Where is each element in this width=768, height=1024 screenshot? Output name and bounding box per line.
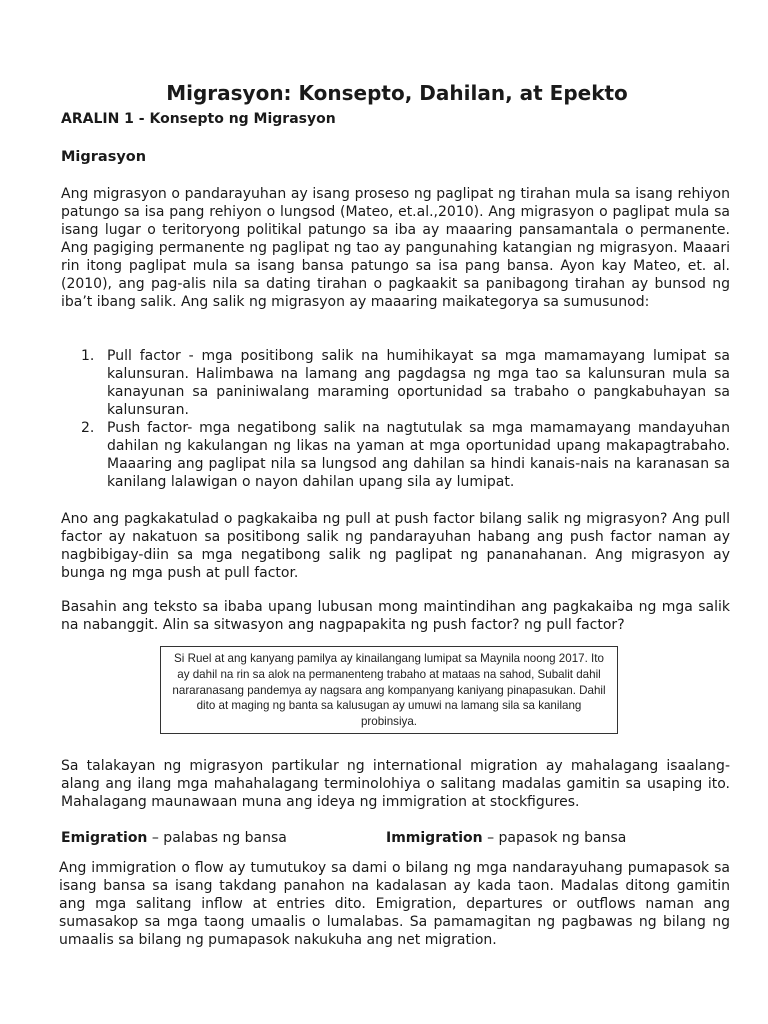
list-number: 2. xyxy=(81,420,95,436)
list-number: 1. xyxy=(81,348,95,364)
comparison-paragraph: Ano ang pagkakatulad o pagkakaiba ng pull at push factor bilang salik ng migrasyon? Ang pull factor ay nakatuon sa positibong salik ng pandarayuhan habang ang push factor naman ay nagbibigay-diin sa mga negatibong salik ng paglipat ng pananahanan. Ang migrasyon ay bunga ng mga push at pull factor. xyxy=(61,511,730,581)
factor-list xyxy=(61,347,730,491)
section-heading: Migrasyon xyxy=(61,149,147,165)
list-item-pull-factor xyxy=(61,347,730,419)
instruction-paragraph: Basahin ang teksto sa ibaba upang lubusan mong maintindihan ang pagkakaiba ng mga salik na nabanggit. Alin sa sitwasyon ang nagpapakita ng push factor? ng pull factor? xyxy=(61,599,730,633)
list-item-text: Push factor- mga negatibong salik na nagtutulak sa mga mamamayang mandayuhan dahilan ng kakulangan ng likas na yaman at mga oportunidad upang makapagtrabaho. Maaaring ang paglipat nila sa lungsod ang dahilan sa hindi kanais-nais na karanasan sa kanilang lalawigan o nayon dahilan upang sila ay lumipat. xyxy=(107,420,730,490)
emigration-definition: – palabas ng bansa xyxy=(147,830,287,846)
list-item-push-factor xyxy=(61,419,730,491)
scenario-box: Si Ruel at ang kanyang pamilya ay kinailangang lumipat sa Maynila noong 2017. Ito ay dahil na rin sa alok na permanenteng trabaho at mataas na sahod, Subalit dahil nararanasang pandemya ay nagsara ang kompanyang kaniyang pinapasukan. Dahil dito at maging ng banta sa kalusugan ay umuwi na lamang sila sa kanilang probinsiya. xyxy=(160,646,618,734)
emigration-term xyxy=(61,829,287,847)
immigration-term xyxy=(386,829,626,847)
immigration-flow-paragraph: Ang immigration o flow ay tumutukoy sa dami o bilang ng mga nandarayuhang pumapasok sa isang bansa sa isang takdang panahon na kadalasan ay kada taon. Madalas ditong gamitin ang mga salitang inflow at entries dito. Emigration, departures or outflows naman ang sumasakop sa mga taong umaalis o lumalabas. Sa pamamagitan ng pagbawas ng bilang ng umaalis sa bilang ng pumapasok nakukuha ang net migration. xyxy=(59,860,730,948)
page-title: Migrasyon: Konsepto, Dahilan, at Epekto xyxy=(166,81,628,105)
list-item-text: Pull factor - mga positibong salik na humihikayat sa mga mamamayang lumipat sa kalunsuran. Halimbawa na lamang ang pagdagsa ng mga tao sa kalunsuran mula sa kanayunan sa paniniwalang maraming oportunidad sa trabaho o pangkabuhayan sa kalunsuran. xyxy=(107,348,730,418)
intro-paragraph: Ang migrasyon o pandarayuhan ay isang proseso ng paglipat ng tirahan mula sa isang rehiyon patungo sa isa pang rehiyon o lungsod (Mateo, et.al.,2010). Ang migrasyon o paglipat mula sa isang lugar o teritoryong politikal patungo sa iba ay maaaring pansamantala o permanente. Ang pagiging permanente ng paglipat ng tao ay pangunahing katangian ng migrasyon. Maaari rin itong paglipat mula sa isang bansa patungo sa isa pang bansa. Ayon kay Mateo, et. al. (2010), ang pag-alis nila sa dating tirahan o pagkaakit sa panibagong tirahan ay bunsod ng iba’t ibang salik. Ang salik ng migrasyon ay maaaring maikategorya sa sumusunod: xyxy=(61,186,730,310)
emigration-label: Emigration xyxy=(61,830,148,846)
immigration-label: Immigration xyxy=(386,830,483,846)
international-migration-paragraph: Sa talakayan ng migrasyon partikular ng international migration ay mahalagang isaalang-alang ang ilang mga mahahalagang terminolohiya o salitang madalas gamitin sa usaping ito. Mahalagang maunawaan muna ang ideya ng immigration at stockfigures. xyxy=(61,758,730,810)
immigration-definition: – papasok ng bansa xyxy=(482,830,627,846)
lesson-heading: ARALIN 1 - Konsepto ng Migrasyon xyxy=(61,111,336,127)
